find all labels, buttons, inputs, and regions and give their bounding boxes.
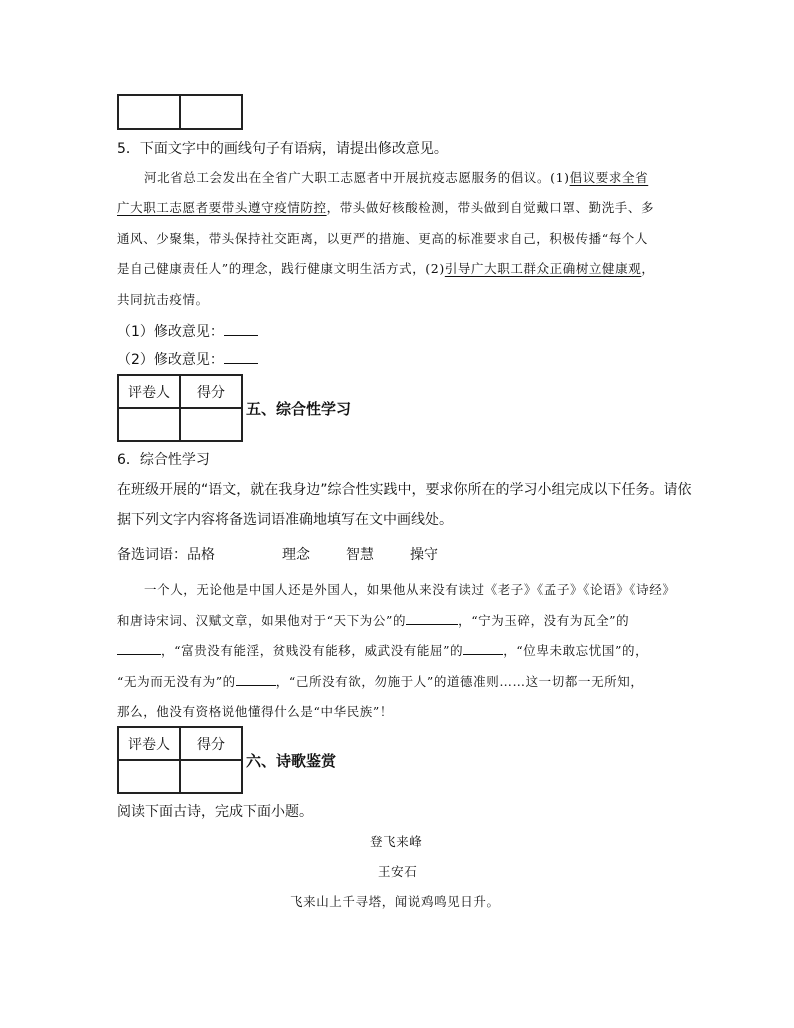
answer-label: （1）修改意见： <box>117 324 224 340</box>
score-cell <box>180 408 242 441</box>
q6-passage-line-2 <box>117 611 629 629</box>
top-box-cell <box>180 95 242 129</box>
q6-text: ，“己所没有欲，勿施于人”的道德准则……这一切都一无所知， <box>275 674 644 689</box>
q6-text: ，“位卑未敢忘忧国”的， <box>503 643 649 658</box>
q5-text: 河北省总工会发出在全省广大职工志愿者中开展抗疫志愿服务的倡议。(1) <box>144 170 570 185</box>
q5-text: 是自己健康责任人”的理念，践行健康文明生活方式，(2) <box>117 261 445 276</box>
q6-intro-2: 据下列文字内容将备选词语准确地填写在文中画线处。 <box>117 512 453 528</box>
poem-line-1: 飞来山上千寻塔，闻说鸡鸣见日升。 <box>290 894 500 909</box>
q6-options <box>117 544 215 564</box>
poem-title: 登飞来峰 <box>370 834 423 849</box>
section-6-heading: 六、诗歌鉴赏 <box>246 752 337 770</box>
option-label: 备选词语：品格 <box>117 547 215 563</box>
q6-option-2: 理念 <box>282 547 310 563</box>
q5-underlined-sentence-2: 引导广大职工群众正确树立健康观 <box>444 261 642 276</box>
answer-label: （2）修改意见： <box>117 352 224 368</box>
score-cell <box>180 760 242 793</box>
q6-passage-line-4 <box>117 672 643 690</box>
q6-text: ，“富贵没有能淫，贫贱没有能移，威武没有能屈”的 <box>161 643 464 658</box>
score-label: 得分 <box>180 375 242 408</box>
q6-option-3: 智慧 <box>346 547 374 563</box>
q5-passage-line-4 <box>117 259 654 277</box>
top-score-box <box>117 94 243 130</box>
q5-passage-line-3: 通风、少聚集，带头保持社交距离，以更严的措施、更高的标准要求自己，积极传播“每个人 <box>117 231 648 246</box>
top-box-cell <box>118 95 180 129</box>
q6-text: ，“宁为玉碎，没有为瓦全”的 <box>458 613 630 628</box>
q5-passage-line-5: 共同抗击疫情。 <box>117 292 209 307</box>
grader-table-5 <box>117 374 243 442</box>
q5-text: ， <box>641 261 655 276</box>
poem-author: 王安石 <box>378 864 418 879</box>
fill-blank-4[interactable] <box>236 673 276 686</box>
q6-passage-line-1: 一个人，无论他是中国人还是外国人，如果他从来没有读过《老子》《孟子》《论语》《诗经》 <box>144 582 676 597</box>
q5-answer-1 <box>117 321 258 341</box>
q6-passage-line-3 <box>117 641 648 659</box>
grader-table-6 <box>117 726 243 794</box>
q5-answer-2 <box>117 349 258 369</box>
answer-blank-2[interactable] <box>224 351 258 364</box>
answer-blank-1[interactable] <box>224 323 258 336</box>
q5-passage-line-1 <box>144 168 648 186</box>
grader-label: 评卷人 <box>118 375 180 408</box>
grader-label: 评卷人 <box>118 727 180 760</box>
q7-intro: 阅读下面古诗，完成下面小题。 <box>117 804 313 820</box>
fill-blank-1[interactable] <box>406 612 458 625</box>
grader-cell <box>118 408 180 441</box>
q6-intro-1: 在班级开展的“语文，就在我身边”综合性实践中，要求你所在的学习小组完成以下任务。请依 <box>117 482 692 498</box>
section-5-heading: 五、综合性学习 <box>246 400 352 418</box>
q5-passage-line-2 <box>117 198 654 216</box>
score-label: 得分 <box>180 727 242 760</box>
q5-title: 5．下面文字中的画线句子有语病，请提出修改意见。 <box>117 141 448 157</box>
q5-text: ，带头做好核酸检测，带头做到自觉戴口罩、勤洗手、多 <box>326 200 655 215</box>
q6-passage-line-5: 那么，他没有资格说他懂得什么是“中华民族”！ <box>117 704 393 719</box>
q5-underlined-sentence-1-cont: 广大职工志愿者要带头遵守疫情防控 <box>117 200 327 215</box>
q5-underlined-sentence-1: 倡议要求全省 <box>569 170 649 185</box>
grader-cell <box>118 760 180 793</box>
fill-blank-3[interactable] <box>463 642 503 655</box>
q6-text: “无为而无没有为”的 <box>117 674 236 689</box>
q6-text: 和唐诗宋词、汉赋文章，如果他对于“天下为公”的 <box>117 613 407 628</box>
q6-title: 6．综合性学习 <box>117 452 210 468</box>
fill-blank-2[interactable] <box>117 642 161 655</box>
q6-option-4: 操守 <box>410 547 438 563</box>
